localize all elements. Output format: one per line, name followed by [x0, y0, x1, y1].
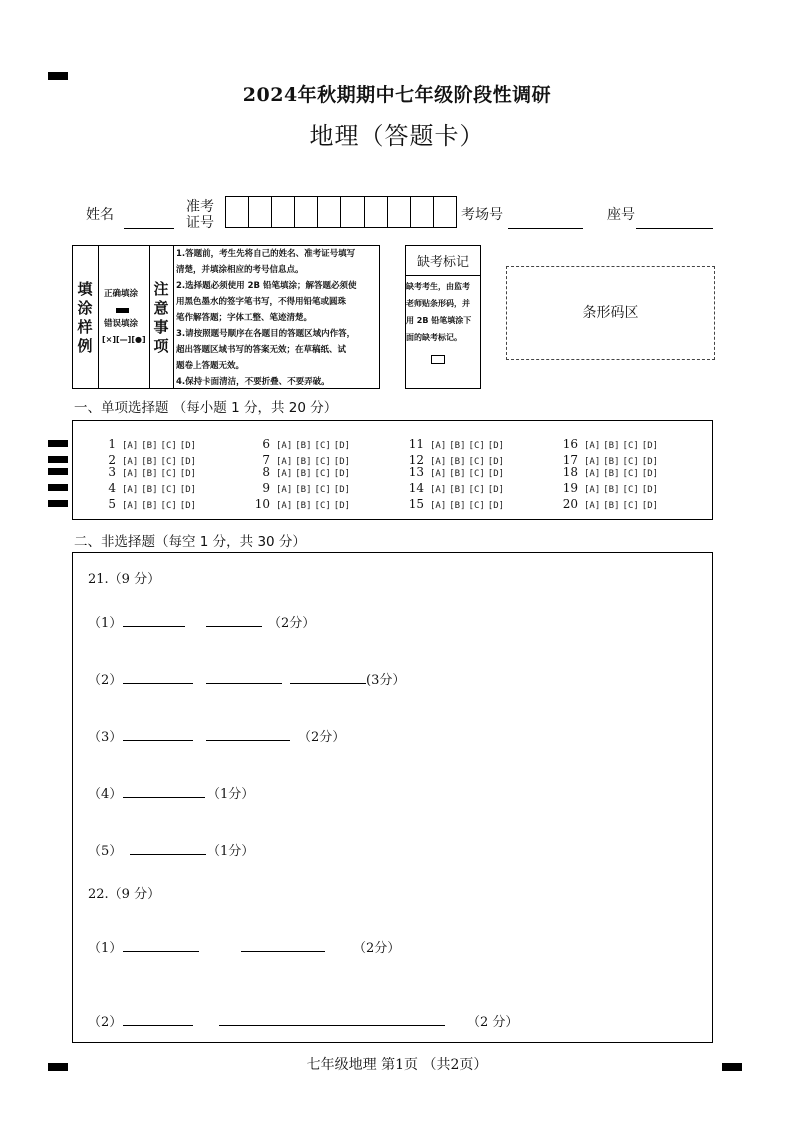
option-bubble[interactable]: [A] — [276, 457, 293, 467]
digit-box[interactable] — [272, 197, 295, 227]
q21-p1-label: （1） — [88, 616, 123, 631]
option-bubble[interactable]: [C] — [160, 457, 177, 467]
q22-p2-label: （2） — [88, 1015, 123, 1030]
absent-mark-checkbox[interactable] — [431, 355, 445, 364]
alignment-mark-top-left — [48, 72, 68, 80]
option-bubble[interactable]: [D] — [333, 469, 351, 479]
option-bubble[interactable]: [C] — [314, 441, 331, 451]
q21-p1-score: （2分） — [268, 616, 316, 631]
q22-p1-score: （2分） — [353, 941, 401, 956]
page-footer: 七年级地理 第1页 （共2页） — [306, 1057, 488, 1073]
digit-box[interactable] — [226, 197, 249, 227]
option-bubble[interactable]: [D] — [487, 441, 505, 451]
room-field[interactable] — [508, 228, 583, 229]
option-bubble[interactable]: [A] — [430, 485, 447, 495]
q22-p2-blank-2[interactable] — [219, 1025, 445, 1026]
question-number: 15 — [408, 497, 424, 511]
option-bubble[interactable]: [D] — [641, 469, 659, 479]
option-bubble[interactable]: [D] — [179, 457, 197, 467]
notes-label: 注 意 事 项 — [153, 280, 169, 355]
option-bubble[interactable]: [C] — [622, 485, 639, 495]
option-bubble[interactable]: [D] — [487, 485, 505, 495]
q21-p3-score: （2分） — [298, 730, 346, 745]
name-field[interactable] — [124, 228, 174, 229]
option-bubble[interactable]: [D] — [179, 501, 197, 511]
q22-p1-blank-2[interactable] — [241, 951, 325, 952]
option-bubble[interactable]: [B] — [449, 469, 466, 479]
q21-p5-label: （5） — [88, 844, 123, 859]
option-bubble[interactable]: [A] — [430, 501, 447, 511]
option-bubble[interactable]: [A] — [122, 441, 139, 451]
page-title: 2024年秋期期中七年级阶段性调研 — [242, 84, 552, 106]
question-number: 16 — [562, 437, 578, 451]
option-bubble[interactable]: [A] — [430, 457, 447, 467]
option-bubble[interactable]: [A] — [584, 501, 601, 511]
seat-label: 座号 — [607, 207, 635, 223]
question-number: 9 — [262, 481, 270, 495]
option-bubble[interactable]: [D] — [333, 485, 351, 495]
option-bubble[interactable]: [B] — [141, 469, 158, 479]
q21-p4-score: （1分） — [207, 787, 255, 802]
choice-question-11 — [404, 437, 507, 451]
timing-mark — [48, 500, 68, 507]
option-bubble[interactable]: [B] — [603, 485, 620, 495]
q22-p1-blank-1[interactable] — [123, 951, 199, 952]
choice-question-9 — [250, 481, 353, 495]
choice-question-14 — [404, 481, 507, 495]
option-bubble[interactable]: [C] — [160, 469, 177, 479]
option-bubble[interactable]: [D] — [333, 501, 351, 511]
q21-p5-blank-1[interactable] — [130, 854, 206, 855]
option-bubble[interactable]: [D] — [641, 457, 659, 467]
question-number: 6 — [262, 437, 270, 451]
option-bubble[interactable]: [C] — [314, 457, 331, 467]
option-bubble[interactable]: [C] — [160, 485, 177, 495]
option-bubble[interactable]: [B] — [141, 441, 158, 451]
option-bubble[interactable]: [C] — [468, 501, 485, 511]
choice-question-8 — [250, 465, 353, 479]
q21-title: 21.（9 分） — [88, 572, 161, 587]
option-bubble[interactable]: [C] — [314, 501, 331, 511]
question-number: 11 — [408, 437, 424, 451]
name-label: 姓名 — [86, 207, 114, 223]
question-number: 20 — [562, 497, 578, 511]
digit-box[interactable] — [341, 197, 364, 227]
option-bubble[interactable]: [B] — [603, 457, 620, 467]
question-number: 8 — [262, 465, 270, 479]
option-bubble[interactable]: [B] — [295, 457, 312, 467]
exam-no-label-2: 证号 — [186, 215, 214, 231]
choice-question-6 — [250, 437, 353, 451]
option-bubble[interactable]: [B] — [449, 441, 466, 451]
choice-question-4 — [96, 481, 199, 495]
option-bubble[interactable]: [D] — [487, 469, 505, 479]
q21-p4-blank-1[interactable] — [123, 797, 205, 798]
option-bubble[interactable]: [C] — [160, 501, 177, 511]
q22-p2-score: （2 分） — [467, 1015, 519, 1030]
section1-title: 一、单项选择题 （每小题 1 分，共 20 分） — [74, 400, 338, 416]
option-bubble[interactable]: [A] — [584, 441, 601, 451]
question-number: 17 — [562, 453, 578, 467]
q22-p1-label: （1） — [88, 941, 123, 956]
option-bubble[interactable]: [D] — [641, 441, 659, 451]
wrong-fill-label: 错误填涂 — [104, 319, 139, 329]
option-bubble[interactable]: [C] — [622, 469, 639, 479]
option-bubble[interactable]: [A] — [276, 485, 293, 495]
option-bubble[interactable]: [D] — [179, 485, 197, 495]
question-number: 10 — [254, 497, 270, 511]
q22-p2-blank-1[interactable] — [123, 1025, 193, 1026]
notes-text: 1.答题前，考生先将自己的姓名、准考证号填写 清楚，并填涂相应的考号信息点。 2.选择题必须使用 2B 铅笔填涂；解答题必须使 用黑色墨水的签字笔书写，不得用铅笔或圆珠 笔作解答题；字体工整、笔迹清楚。 3.请按照题号顺序在各题目的答题区域内作答， 超出答题区域书写的答案无效；在草稿纸、试 题卷上答题无效。 4.保持卡面清洁，不要折叠、不要弄破。 — [176, 249, 357, 387]
exam-no-label-1: 准考 — [186, 199, 214, 215]
option-bubble[interactable]: [A] — [276, 469, 293, 479]
digit-box[interactable] — [434, 197, 456, 227]
digit-box[interactable] — [388, 197, 411, 227]
option-bubble[interactable]: [B] — [295, 469, 312, 479]
choice-question-1 — [96, 437, 199, 451]
q21-p2-blank-2[interactable] — [206, 683, 282, 684]
choice-question-5 — [96, 497, 199, 511]
option-bubble[interactable]: [C] — [468, 485, 485, 495]
q21-p1-blank-2[interactable] — [206, 626, 262, 627]
choice-question-19 — [558, 481, 661, 495]
option-bubble[interactable]: [C] — [622, 501, 639, 511]
option-bubble[interactable]: [B] — [449, 485, 466, 495]
question-number: 7 — [262, 453, 270, 467]
option-bubble[interactable]: [B] — [603, 501, 620, 511]
question-number: 3 — [108, 465, 116, 479]
option-bubble[interactable]: [A] — [430, 469, 447, 479]
correct-fill-label: 正确填涂 — [104, 289, 139, 299]
option-bubble[interactable]: [A] — [122, 501, 139, 511]
q21-p3-blank-2[interactable] — [206, 740, 290, 741]
barcode-label: 条形码区 — [582, 305, 639, 321]
option-bubble[interactable]: [A] — [430, 441, 447, 451]
option-bubble[interactable]: [C] — [622, 457, 639, 467]
q21-p1-blank-1[interactable] — [123, 626, 185, 627]
option-bubble[interactable]: [C] — [468, 469, 485, 479]
digit-box[interactable] — [411, 197, 434, 227]
timing-mark — [48, 484, 68, 491]
q22-title: 22.（9 分） — [88, 887, 161, 902]
option-bubble[interactable]: [B] — [141, 457, 158, 467]
question-number: 14 — [408, 481, 424, 495]
option-bubble[interactable]: [A] — [122, 485, 139, 495]
choice-question-3 — [96, 465, 199, 479]
option-bubble[interactable]: [A] — [584, 485, 601, 495]
page-subtitle: 地理（答题卡） — [309, 122, 485, 150]
option-bubble[interactable]: [D] — [179, 469, 197, 479]
option-bubble[interactable]: [A] — [276, 501, 293, 511]
absent-mark-text: 缺考考生，由监考 老师贴条形码，并 用 2B 铅笔填涂下 面的缺考标记。 — [406, 282, 472, 342]
q21-p2-label: （2） — [88, 673, 123, 688]
question-number: 13 — [408, 465, 424, 479]
option-bubble[interactable]: [D] — [487, 501, 505, 511]
option-bubble[interactable]: [C] — [468, 457, 485, 467]
option-bubble[interactable]: [A] — [276, 441, 293, 451]
option-bubble[interactable]: [C] — [160, 441, 177, 451]
section2-title: 二、非选择题（每空 1 分，共 30 分） — [74, 534, 306, 550]
seat-field[interactable] — [636, 228, 713, 229]
q21-p2-blank-3[interactable] — [290, 683, 366, 684]
option-bubble[interactable]: [B] — [141, 501, 158, 511]
room-label: 考场号 — [461, 207, 503, 223]
timing-mark — [48, 456, 68, 463]
question-number: 2 — [108, 453, 116, 467]
option-bubble[interactable]: [B] — [141, 485, 158, 495]
divider — [98, 245, 99, 389]
sample-label: 填 涂 样 例 — [77, 280, 93, 355]
choice-question-16 — [558, 437, 661, 451]
option-bubble[interactable]: [A] — [584, 469, 601, 479]
option-bubble[interactable]: [D] — [641, 501, 659, 511]
option-bubble[interactable]: [B] — [449, 457, 466, 467]
option-bubble[interactable]: [D] — [179, 441, 197, 451]
divider — [149, 245, 150, 389]
divider — [173, 245, 174, 389]
option-bubble[interactable]: [C] — [314, 485, 331, 495]
question-number: 18 — [562, 465, 578, 479]
absent-mark-title: 缺考标记 — [416, 255, 469, 270]
wrong-fill-sample: [×][—][●] — [102, 335, 146, 344]
option-bubble[interactable]: [C] — [314, 469, 331, 479]
q21-p5-score: （1分） — [207, 844, 255, 859]
correct-fill-sample-icon — [116, 308, 129, 313]
option-bubble[interactable]: [A] — [122, 469, 139, 479]
choice-question-20 — [558, 497, 661, 511]
question-number: 4 — [108, 481, 116, 495]
choice-question-13 — [404, 465, 507, 479]
q21-p3-label: （3） — [88, 730, 123, 745]
choice-question-18 — [558, 465, 661, 479]
option-bubble[interactable]: [D] — [487, 457, 505, 467]
digit-box[interactable] — [295, 197, 318, 227]
option-bubble[interactable]: [B] — [449, 501, 466, 511]
question-number: 5 — [108, 497, 116, 511]
option-bubble[interactable]: [D] — [641, 485, 659, 495]
digit-box[interactable] — [318, 197, 341, 227]
q21-p2-score: (3分） — [366, 673, 406, 688]
option-bubble[interactable]: [B] — [603, 469, 620, 479]
question-number: 1 — [108, 437, 116, 451]
choice-question-15 — [404, 497, 507, 511]
question-number: 19 — [562, 481, 578, 495]
option-bubble[interactable]: [B] — [603, 441, 620, 451]
divider — [405, 275, 481, 276]
option-bubble[interactable]: [C] — [622, 441, 639, 451]
q21-p3-blank-1[interactable] — [123, 740, 193, 741]
timing-mark — [48, 468, 68, 475]
digit-box[interactable] — [249, 197, 272, 227]
digit-box[interactable] — [365, 197, 388, 227]
option-bubble[interactable]: [D] — [333, 441, 351, 451]
option-bubble[interactable]: [D] — [333, 457, 351, 467]
question-number: 12 — [408, 453, 424, 467]
option-bubble[interactable]: [A] — [122, 457, 139, 467]
exam-number-boxes[interactable] — [225, 196, 457, 228]
choice-question-10 — [250, 497, 353, 511]
option-bubble[interactable]: [C] — [468, 441, 485, 451]
option-bubble[interactable]: [B] — [295, 501, 312, 511]
option-bubble[interactable]: [B] — [295, 485, 312, 495]
option-bubble[interactable]: [B] — [295, 441, 312, 451]
option-bubble[interactable]: [A] — [584, 457, 601, 467]
q21-p2-blank-1[interactable] — [123, 683, 193, 684]
q21-p4-label: （4） — [88, 787, 123, 802]
timing-mark — [48, 440, 68, 447]
